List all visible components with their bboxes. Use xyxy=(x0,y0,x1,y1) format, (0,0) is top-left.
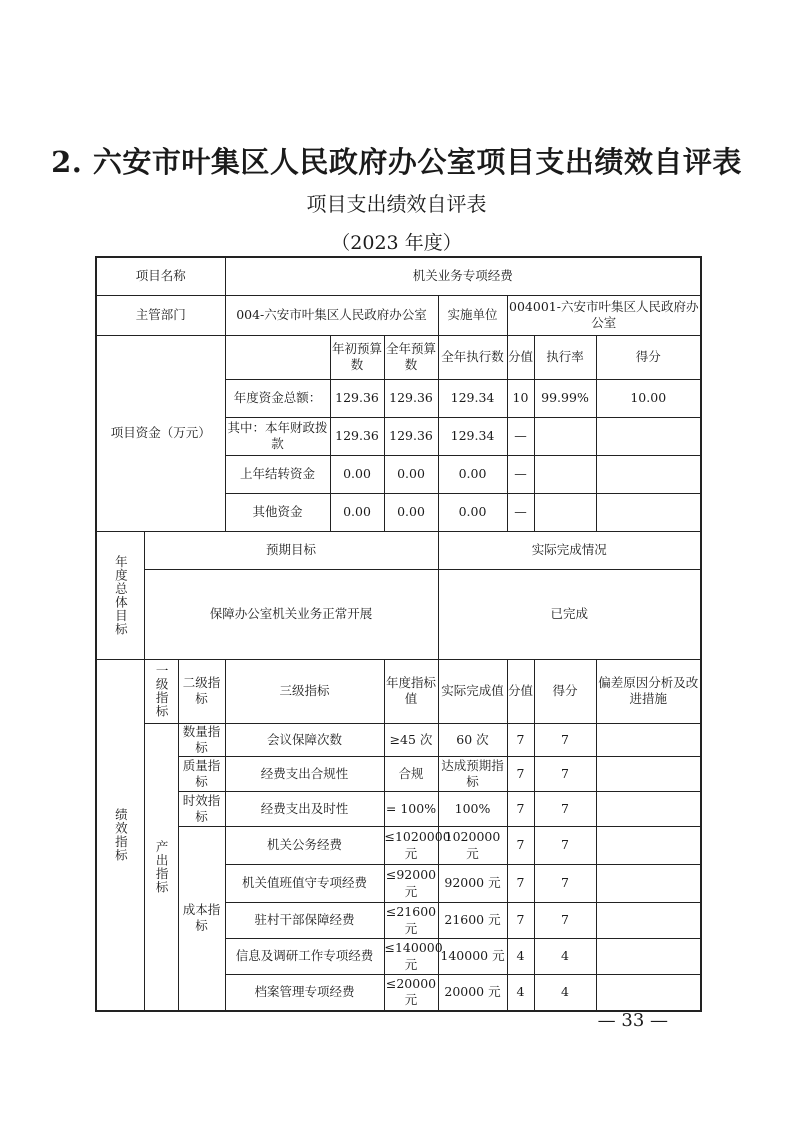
level3-indicator: 经费支出合规性 xyxy=(225,757,384,792)
goals-label: 年度总体目标 xyxy=(96,531,144,659)
weight-value: 7 xyxy=(507,723,534,757)
dept-label: 主管部门 xyxy=(96,295,225,335)
actual-value: 140000 元 xyxy=(438,939,507,975)
funds-cell xyxy=(534,417,596,455)
level3-indicator: 经费支出及时性 xyxy=(225,792,384,827)
weight-value: 7 xyxy=(507,865,534,903)
table-title: 项目支出绩效自评表 xyxy=(306,192,487,216)
level3-indicator: 会议保障次数 xyxy=(225,723,384,757)
funds-cell: 99.99% xyxy=(534,379,596,417)
indicator-header: 二级指标 xyxy=(178,659,225,723)
funds-cell xyxy=(534,493,596,531)
score-value: 4 xyxy=(534,975,596,1011)
funds-cell: 0.00 xyxy=(384,455,438,493)
target-value: ≤21600 元 xyxy=(384,903,438,939)
score-value: 7 xyxy=(534,865,596,903)
funds-cell: — xyxy=(507,493,534,531)
score-value: 4 xyxy=(534,939,596,975)
actual-value: 21600 元 xyxy=(438,903,507,939)
target-value: ≤92000 元 xyxy=(384,865,438,903)
indicator-header: 年度指标值 xyxy=(384,659,438,723)
page-number: — 33 — xyxy=(597,1010,668,1031)
evaluation-table xyxy=(95,256,702,1012)
funds-header-cell: 分值 xyxy=(507,335,534,379)
indicator-header: 得分 xyxy=(534,659,596,723)
year-label: （2023 年度） xyxy=(331,232,462,254)
expected-goal: 保障办公室机关业务正常开展 xyxy=(144,569,438,659)
funds-row-label: 年度资金总额： xyxy=(225,379,330,417)
target-value: = 100% xyxy=(384,792,438,827)
actual-value: 1020000 元 xyxy=(438,827,507,865)
actual-goal-header: 实际完成情况 xyxy=(438,531,701,569)
level2-indicator: 时效指标 xyxy=(178,792,225,827)
funds-cell: 0.00 xyxy=(330,493,384,531)
funds-row-label: 上年结转资金 xyxy=(225,455,330,493)
weight-value: 4 xyxy=(507,975,534,1011)
level3-indicator: 档案管理专项经费 xyxy=(225,975,384,1011)
score-value: 7 xyxy=(534,792,596,827)
target-value: ≤140000 元 xyxy=(384,939,438,975)
funds-header-cell: 全年预算数 xyxy=(384,335,438,379)
funds-cell: 0.00 xyxy=(330,455,384,493)
actual-value: 100% xyxy=(438,792,507,827)
indicator-header: 偏差原因分析及改进措施 xyxy=(596,659,701,723)
project-name-value: 机关业务专项经费 xyxy=(225,257,701,295)
funds-header-cell: 得分 xyxy=(596,335,701,379)
deviation-note xyxy=(596,939,701,975)
funds-cell: 129.36 xyxy=(330,417,384,455)
indicator-header: 一级指标 xyxy=(144,659,178,723)
deviation-note xyxy=(596,975,701,1011)
funds-cell: 129.36 xyxy=(384,379,438,417)
level3-indicator: 信息及调研工作专项经费 xyxy=(225,939,384,975)
score-value: 7 xyxy=(534,723,596,757)
level2-indicator: 数量指标 xyxy=(178,723,225,757)
funds-header-cell: 执行率 xyxy=(534,335,596,379)
funds-cell: 0.00 xyxy=(384,493,438,531)
funds-cell xyxy=(596,455,701,493)
funds-cell: 129.36 xyxy=(330,379,384,417)
expected-goal-header: 预期目标 xyxy=(144,531,438,569)
level3-indicator: 驻村干部保障经费 xyxy=(225,903,384,939)
level2-indicator: 成本指标 xyxy=(178,827,225,1011)
indicator-header: 分值 xyxy=(507,659,534,723)
level2-indicator: 质量指标 xyxy=(178,757,225,792)
actual-value: 60 次 xyxy=(438,723,507,757)
actual-goal: 已完成 xyxy=(438,569,701,659)
actual-value: 92000 元 xyxy=(438,865,507,903)
level3-indicator: 机关值班值守专项经费 xyxy=(225,865,384,903)
funds-header-blank xyxy=(225,335,330,379)
score-value: 7 xyxy=(534,827,596,865)
funds-cell: 129.34 xyxy=(438,379,507,417)
weight-value: 7 xyxy=(507,903,534,939)
weight-value: 7 xyxy=(507,827,534,865)
weight-value: 4 xyxy=(507,939,534,975)
project-name-label: 项目名称 xyxy=(96,257,225,295)
target-value: ≤1020000 元 xyxy=(384,827,438,865)
funds-cell: 10 xyxy=(507,379,534,417)
indicator-header: 三级指标 xyxy=(225,659,384,723)
actual-value: 20000 元 xyxy=(438,975,507,1011)
weight-value: 7 xyxy=(507,757,534,792)
dept-value: 004-六安市叶集区人民政府办公室 xyxy=(225,295,438,335)
funds-row-label: 其中：本年财政拨款 xyxy=(225,417,330,455)
funds-cell xyxy=(596,493,701,531)
funds-header-cell: 年初预算数 xyxy=(330,335,384,379)
level1-indicator: 产出指标 xyxy=(144,723,178,1011)
funds-row-label: 其他资金 xyxy=(225,493,330,531)
funds-cell xyxy=(534,455,596,493)
funds-cell: — xyxy=(507,417,534,455)
weight-value: 7 xyxy=(507,792,534,827)
indicators-label: 绩效指标 xyxy=(96,659,144,1011)
funds-cell: 0.00 xyxy=(438,455,507,493)
deviation-note xyxy=(596,865,701,903)
funds-cell: — xyxy=(507,455,534,493)
deviation-note xyxy=(596,723,701,757)
target-value: 合规 xyxy=(384,757,438,792)
level3-indicator: 机关公务经费 xyxy=(225,827,384,865)
funds-cell: 10.00 xyxy=(596,379,701,417)
score-value: 7 xyxy=(534,757,596,792)
indicator-header: 实际完成值 xyxy=(438,659,507,723)
target-value: ≥45 次 xyxy=(384,723,438,757)
unit-label: 实施单位 xyxy=(438,295,507,335)
actual-value: 达成预期指标 xyxy=(438,757,507,792)
deviation-note xyxy=(596,757,701,792)
funds-cell: 129.34 xyxy=(438,417,507,455)
unit-value: 004001-六安市叶集区人民政府办公室 xyxy=(507,295,701,335)
funds-cell: 0.00 xyxy=(438,493,507,531)
funds-cell xyxy=(596,417,701,455)
target-value: ≤20000 元 xyxy=(384,975,438,1011)
deviation-note xyxy=(596,903,701,939)
page-title: 2. 六安市叶集区人民政府办公室项目支出绩效自评表 xyxy=(51,145,742,179)
funds-cell: 129.36 xyxy=(384,417,438,455)
score-value: 7 xyxy=(534,903,596,939)
deviation-note xyxy=(596,792,701,827)
funds-header-cell: 全年执行数 xyxy=(438,335,507,379)
deviation-note xyxy=(596,827,701,865)
funds-label: 项目资金（万元） xyxy=(96,335,225,531)
